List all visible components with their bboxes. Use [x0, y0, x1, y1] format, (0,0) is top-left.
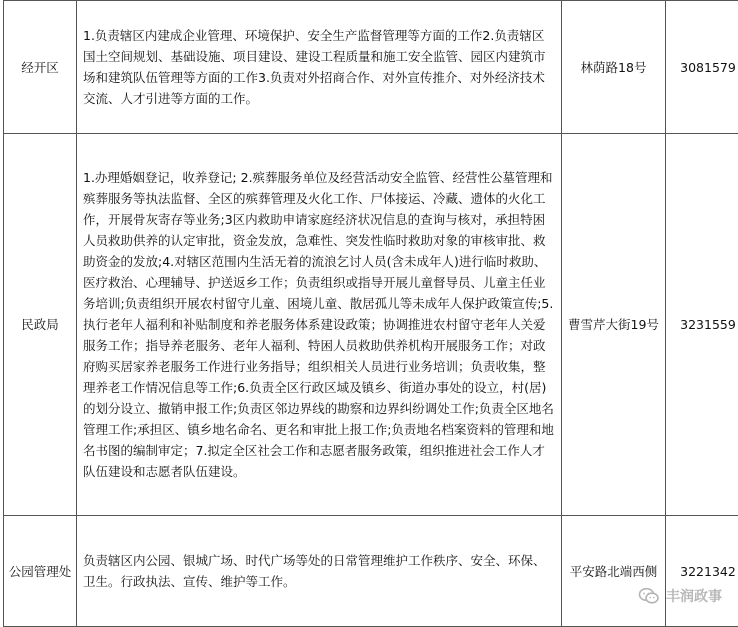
wechat-icon	[638, 587, 660, 605]
department-name: 民政局	[4, 134, 77, 516]
department-address: 平安路北端西侧	[562, 516, 666, 627]
department-address: 曹雪芹大街19号	[562, 134, 666, 516]
department-duties	[77, 134, 562, 516]
department-duties	[77, 516, 562, 627]
department-name: 公园管理处	[4, 516, 77, 627]
table-row	[4, 134, 738, 516]
department-name: 经开区	[4, 1, 77, 134]
duties-text: 1.办理婚姻登记，收养登记; 2.殡葬服务单位及经营活动安全监管、经营性公墓管理和殡葬服务等执法监督、全区的殡葬管理及火化工作、尸体接运、冷藏、遗体的火化工作，开展骨灰寄存等业务;3区内救助申请家庭经济状况信息的查询与核对，承担特困人员救助供养的认定审批，资金发放，急难性、突发性临时救助对象的审核审批、救助资金的发放;4.对辖区范围内生活无着的流浪乞讨人员(含未成年人)进行临时救助、医疗救治、心理辅导、护送返乡工作；负责组织或指导开展儿童督导员、儿童主任业务培训;负责组织开展农村留守儿童、困境儿童、散居孤儿等未成年人保护政策宣传;5. 执行老年人福利和补贴制度和养老服务体系建设政策；协调推进农村留守老年人关爱服务工作；指导养老服务、老年人福利、特困人员救助供养机构开展服务工作；对政府购买居家养老服务工作进行业务指导；组织相关人员进行业务培训；负责收集，整理养老工作情况信息等工作;6.负责全区行政区域及镇乡、街道办事处的设立，村(居)的划分设立、撤销申报工作;负责区邻边界线的勘察和边界纠纷调处工作;负责全区地名管理工作;承担区、镇乡地名命名、更名和审批上报工作;负责地名档案资料的管理和地名书图的编制审定；7.拟定全区社会工作和志愿者服务政策，组织推进社会工作人才队伍建设和志愿者队伍建设。	[83, 170, 554, 479]
watermark	[638, 584, 722, 608]
watermark-text: 丰润政事	[666, 589, 722, 605]
department-duties	[77, 1, 562, 134]
department-phone: 3231559	[666, 134, 738, 516]
table-row	[4, 516, 738, 627]
department-address: 林荫路18号	[562, 1, 666, 134]
table-row	[4, 1, 738, 134]
department-phone: 3221342	[666, 516, 738, 627]
duties-text: 负责辖区内公园、银城广场、时代广场等处的日常管理维护工作秩序、安全、环保、卫生。行政执法、宣传、维护等工作。	[83, 553, 546, 589]
department-phone: 3081579	[666, 1, 738, 134]
duties-text: 1.负责辖区内建成企业管理、环境保护、安全生产监督管理等方面的工作2.负责辖区国土空间规划、基础设施、项目建设、建设工程质量和施工安全监管、园区内建筑市场和建筑队伍管理等方面的工作3.负责对外招商合作、对外宣传推介、对外经济技术交流、人才引进等方面的工作。	[83, 28, 546, 106]
department-table	[3, 0, 738, 627]
